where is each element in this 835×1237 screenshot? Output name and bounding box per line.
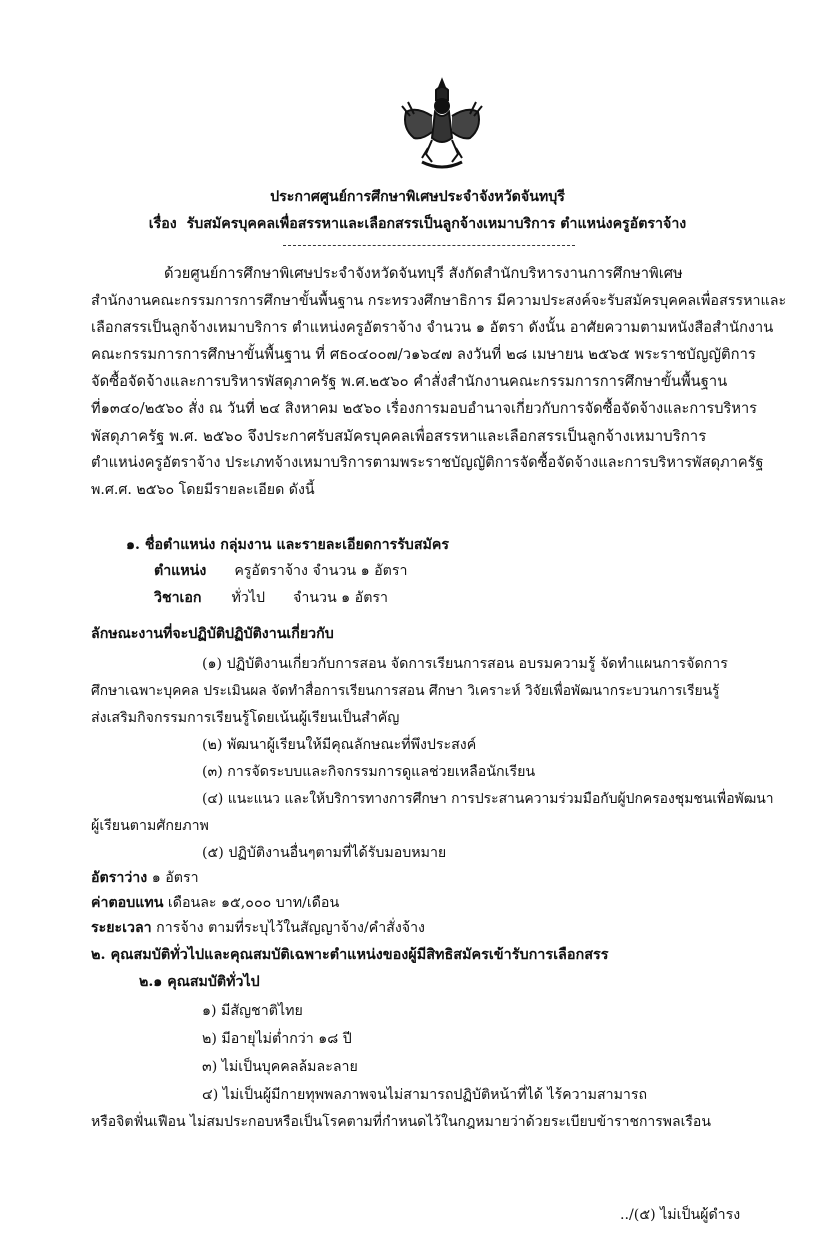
intro-line: ที่๑๓๔๐/๒๕๖๐ สั่ง ณ วันที่ ๒๔ สิงหาคม ๒๕๖๐ เรื่องการมอบอำนาจเกี่ยวกับการจัดซื้อจัดจ้างและการบริหาร	[91, 400, 757, 417]
duty-item: (๓) การจัดระบบและกิจกรรมการดูแลช่วยเหลือนักเรียน	[202, 764, 536, 780]
qualification-item: ๒) มีอายุไม่ต่ำกว่า ๑๘ ปี	[202, 1031, 352, 1047]
section1-heading: ๑. ชื่อตำแหน่ง กลุ่มงาน และรายละเอียดการรับสมัคร	[126, 537, 449, 553]
duty-item-continued: ส่งเสริมกิจกรรมการเรียนรู้โดยเน้นผู้เรียนเป็นสำคัญ	[91, 710, 400, 726]
qualification-item: ๑) มีสัญชาติไทย	[202, 1003, 303, 1019]
period-row	[91, 916, 425, 940]
subject-label: เรื่อง	[148, 216, 177, 232]
pay-row	[91, 891, 339, 915]
vacancy-label: อัตราว่าง	[91, 870, 148, 886]
major-row	[154, 586, 388, 610]
duty-item-continued: ผู้เรียนตามศักยภาพ	[91, 818, 209, 834]
vacancy-row	[91, 866, 199, 890]
intro-line: คณะกรรมการการศึกษาขั้นพื้นฐาน ที่ ศธ๐๔๐๐๗/ว๑๖๔๗ ลงวันที่ ๒๘ เมษายน ๒๕๖๕ พระราชบัญญัติการ	[91, 346, 756, 363]
position-label: ตำแหน่ง	[154, 563, 207, 579]
vacancy-value: ๑ อัตรา	[151, 870, 199, 886]
period-label: ระยะเวลา	[91, 920, 152, 936]
major-value: ทั่วไป	[231, 590, 265, 606]
section2-subheading: ๒.๑ คุณสมบัติทั่วไป	[139, 974, 260, 990]
intro-line: เลือกสรรเป็นลูกจ้างเหมาบริการ ตำแหน่งครูอัตราจ้าง จำนวน ๑ อัตรา ดังนั้น อาศัยความตามหนังสือสำนักงาน	[91, 319, 774, 336]
pay-value: เดือนละ ๑๕,๐๐๐ บาท/เดือน	[167, 895, 340, 911]
intro-line: ตำแหน่งครูอัตราจ้าง ประเภทจ้างเหมาบริการตามพระราชบัญญัติการจัดซื้อจัดจ้างและการบริหารพัสดุภาครัฐ	[91, 454, 764, 471]
position-value: ครูอัตราจ้าง จำนวน ๑ อัตรา	[234, 563, 408, 579]
qualification-item: ๔) ไม่เป็นผู้มีกายทุพพลภาพจนไม่สามารถปฏิบัติหน้าที่ได้ ไร้ความสามารถ	[202, 1087, 648, 1103]
qualification-item-continued: หรือจิตฟั่นเฟือน ไม่สมประกอบหรือเป็นโรคตามที่กำหนดไว้ในกฎหมายว่าด้วยระเบียบข้าราชการพลเรือน	[91, 1114, 711, 1130]
garuda-emblem-icon	[392, 76, 492, 176]
duty-item-continued: ศึกษาเฉพาะบุคคล ประเมินผล จัดทำสื่อการเรียนการสอน ศึกษา วิเคราะห์ วิจัยเพื่อพัฒนากระบวนการเรียนรู้	[91, 683, 720, 699]
continuation-note: ../(๕) ไม่เป็นผู้ดำรง	[620, 1207, 741, 1223]
duty-item: (๒) พัฒนาผู้เรียนให้มีคุณลักษณะที่พึงประสงค์	[202, 737, 477, 753]
intro-line: พัสดุภาครัฐ พ.ศ. ๒๕๖๐ จึงประกาศรับสมัครบุคคลเพื่อสรรหาและเลือกสรรเป็นลูกจ้างเหมาบริการ	[91, 427, 707, 445]
qualification-item: ๓) ไม่เป็นบุคคลล้มละลาย	[202, 1059, 358, 1075]
major-label: วิชาเอก	[154, 590, 202, 606]
announcement-title: ประกาศศูนย์การศึกษาพิเศษประจำจังหวัดจันทบุรี	[270, 189, 565, 205]
duty-item: (๔) แนะแนว และให้บริการทางการศึกษา การประสานความร่วมมือกับผู้ปกครองชุมชนเพื่อพัฒนา	[202, 791, 774, 807]
pay-label: ค่าตอบแทน	[91, 895, 164, 911]
duties-heading: ลักษณะงานที่จะปฏิบัติปฏิบัติงานเกี่ยวกับ	[91, 626, 334, 642]
position-row	[154, 559, 407, 583]
major-count: จำนวน ๑ อัตรา	[293, 590, 388, 606]
duty-item: (๑) ปฏิบัติงานเกี่ยวกับการสอน จัดการเรียนการสอน อบรมความรู้ จัดทำแผนการจัดการ	[202, 656, 728, 672]
section2-heading: ๒. คุณสมบัติทั่วไปและคุณสมบัติเฉพาะตำแหน่งของผู้มีสิทธิสมัครเข้ารับการเลือกสรร	[91, 946, 609, 963]
announcement-subject-line	[0, 212, 835, 236]
intro-line: ด้วยศูนย์การศึกษาพิเศษประจำจังหวัดจันทบุรี สังกัดสำนักบริหารงานการศึกษาพิเศษ	[164, 265, 683, 282]
title-divider	[283, 245, 575, 246]
duty-item: (๕) ปฏิบัติงานอื่นๆตามที่ได้รับมอบหมาย	[202, 845, 447, 861]
intro-line: จัดซื้อจัดจ้างและการบริหารพัสดุภาครัฐ พ.ศ.๒๕๖๐ คำสั่งสำนักงานคณะกรรมการการศึกษาขั้นพื้นฐาน	[91, 373, 728, 390]
intro-line: สำนักงานคณะกรรมการการศึกษาขั้นพื้นฐาน กระทรวงศึกษาธิการ มีความประสงค์จะรับสมัครบุคคลเพื่อสรรหาและ	[91, 293, 787, 309]
intro-line: พ.ศ.ศ. ๒๕๖๐ โดยมีรายละเอียด ดังนี้	[91, 482, 315, 498]
subject-text: รับสมัครบุคคลเพื่อสรรหาและเลือกสรรเป็นลูกจ้างเหมาบริการ ตำแหน่งครูอัตราจ้าง	[186, 216, 687, 232]
period-value: การจ้าง ตามที่ระบุไว้ในสัญญาจ้าง/คำสั่งจ้าง	[156, 920, 425, 936]
